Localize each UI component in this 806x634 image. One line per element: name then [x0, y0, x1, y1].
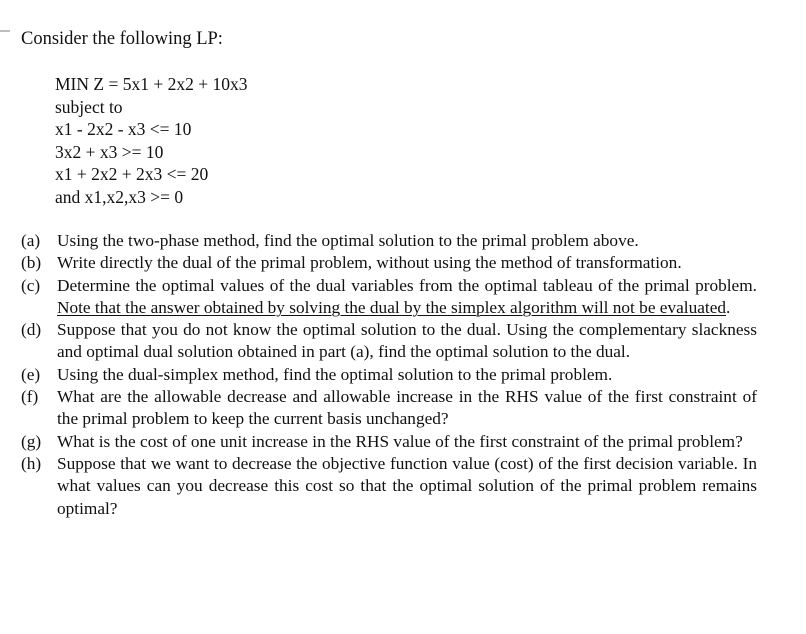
question-text: Suppose that you do not know the optimal solution to the dual. Using the complementary slackness and optimal dual solution obtained in part (a), find the optimal solution to the dual. [57, 320, 757, 362]
question-text: Using the dual-simplex method, find the optimal solution to the primal problem. [57, 364, 613, 384]
question-e [21, 364, 757, 386]
question-h [21, 453, 757, 520]
question-text: What are the allowable decrease and allowable increase in the RHS value of the first constraint of the primal problem to keep the current basis unchanged? [57, 387, 757, 429]
left-edge-mark [0, 30, 10, 32]
question-note-end: . [726, 297, 731, 317]
question-list [21, 230, 757, 520]
question-label: (f) [21, 387, 39, 407]
question-text: Write directly the dual of the primal problem, without using the method of transformation. [57, 253, 682, 273]
lp-objective: MIN Z = 5x1 + 2x2 + 10x3 [55, 74, 248, 94]
question-label: (e) [21, 364, 41, 384]
question-label: (h) [21, 453, 42, 473]
lp-constraint-3: x1 + 2x2 + 2x3 <= 20 [55, 164, 209, 184]
question-label: (d) [21, 320, 42, 340]
question-label: (g) [21, 431, 42, 451]
question-text: Using the two-phase method, find the optimal solution to the primal problem above. [57, 231, 639, 250]
lp-nonnegativity: and x1,x2,x3 >= 0 [55, 186, 184, 207]
question-text: What is the cost of one unit increase in the RHS value of the first constraint of the primal problem? [57, 431, 743, 451]
intro-text: Consider the following LP: [21, 29, 223, 49]
lp-subject-to: subject to [55, 96, 123, 117]
question-c [21, 275, 757, 320]
question-label: (b) [21, 253, 42, 273]
question-text: Suppose that we want to decrease the objective function value (cost) of the first decision variable. In what values can you decrease this cost so that the optimal solution of the primal problem remains optimal? [57, 453, 757, 518]
question-d [21, 319, 757, 364]
question-f [21, 386, 757, 431]
lp-formulation [55, 73, 247, 208]
question-g [21, 431, 757, 453]
question-text-block [57, 275, 757, 320]
question-b [21, 252, 757, 274]
question-label: (c) [21, 275, 41, 295]
question-a [21, 230, 757, 252]
lp-constraint-1: x1 - 2x2 - x3 <= 10 [55, 119, 192, 139]
question-label: (a) [21, 231, 41, 250]
question-text: Determine the optimal values of the dual variables from the optimal tableau of the primal problem. [57, 275, 757, 295]
lp-constraint-2: 3x2 + x3 >= 10 [55, 141, 164, 162]
question-note: Note that the answer obtained by solving the dual by the simplex algorithm will not be evaluated [57, 297, 727, 317]
